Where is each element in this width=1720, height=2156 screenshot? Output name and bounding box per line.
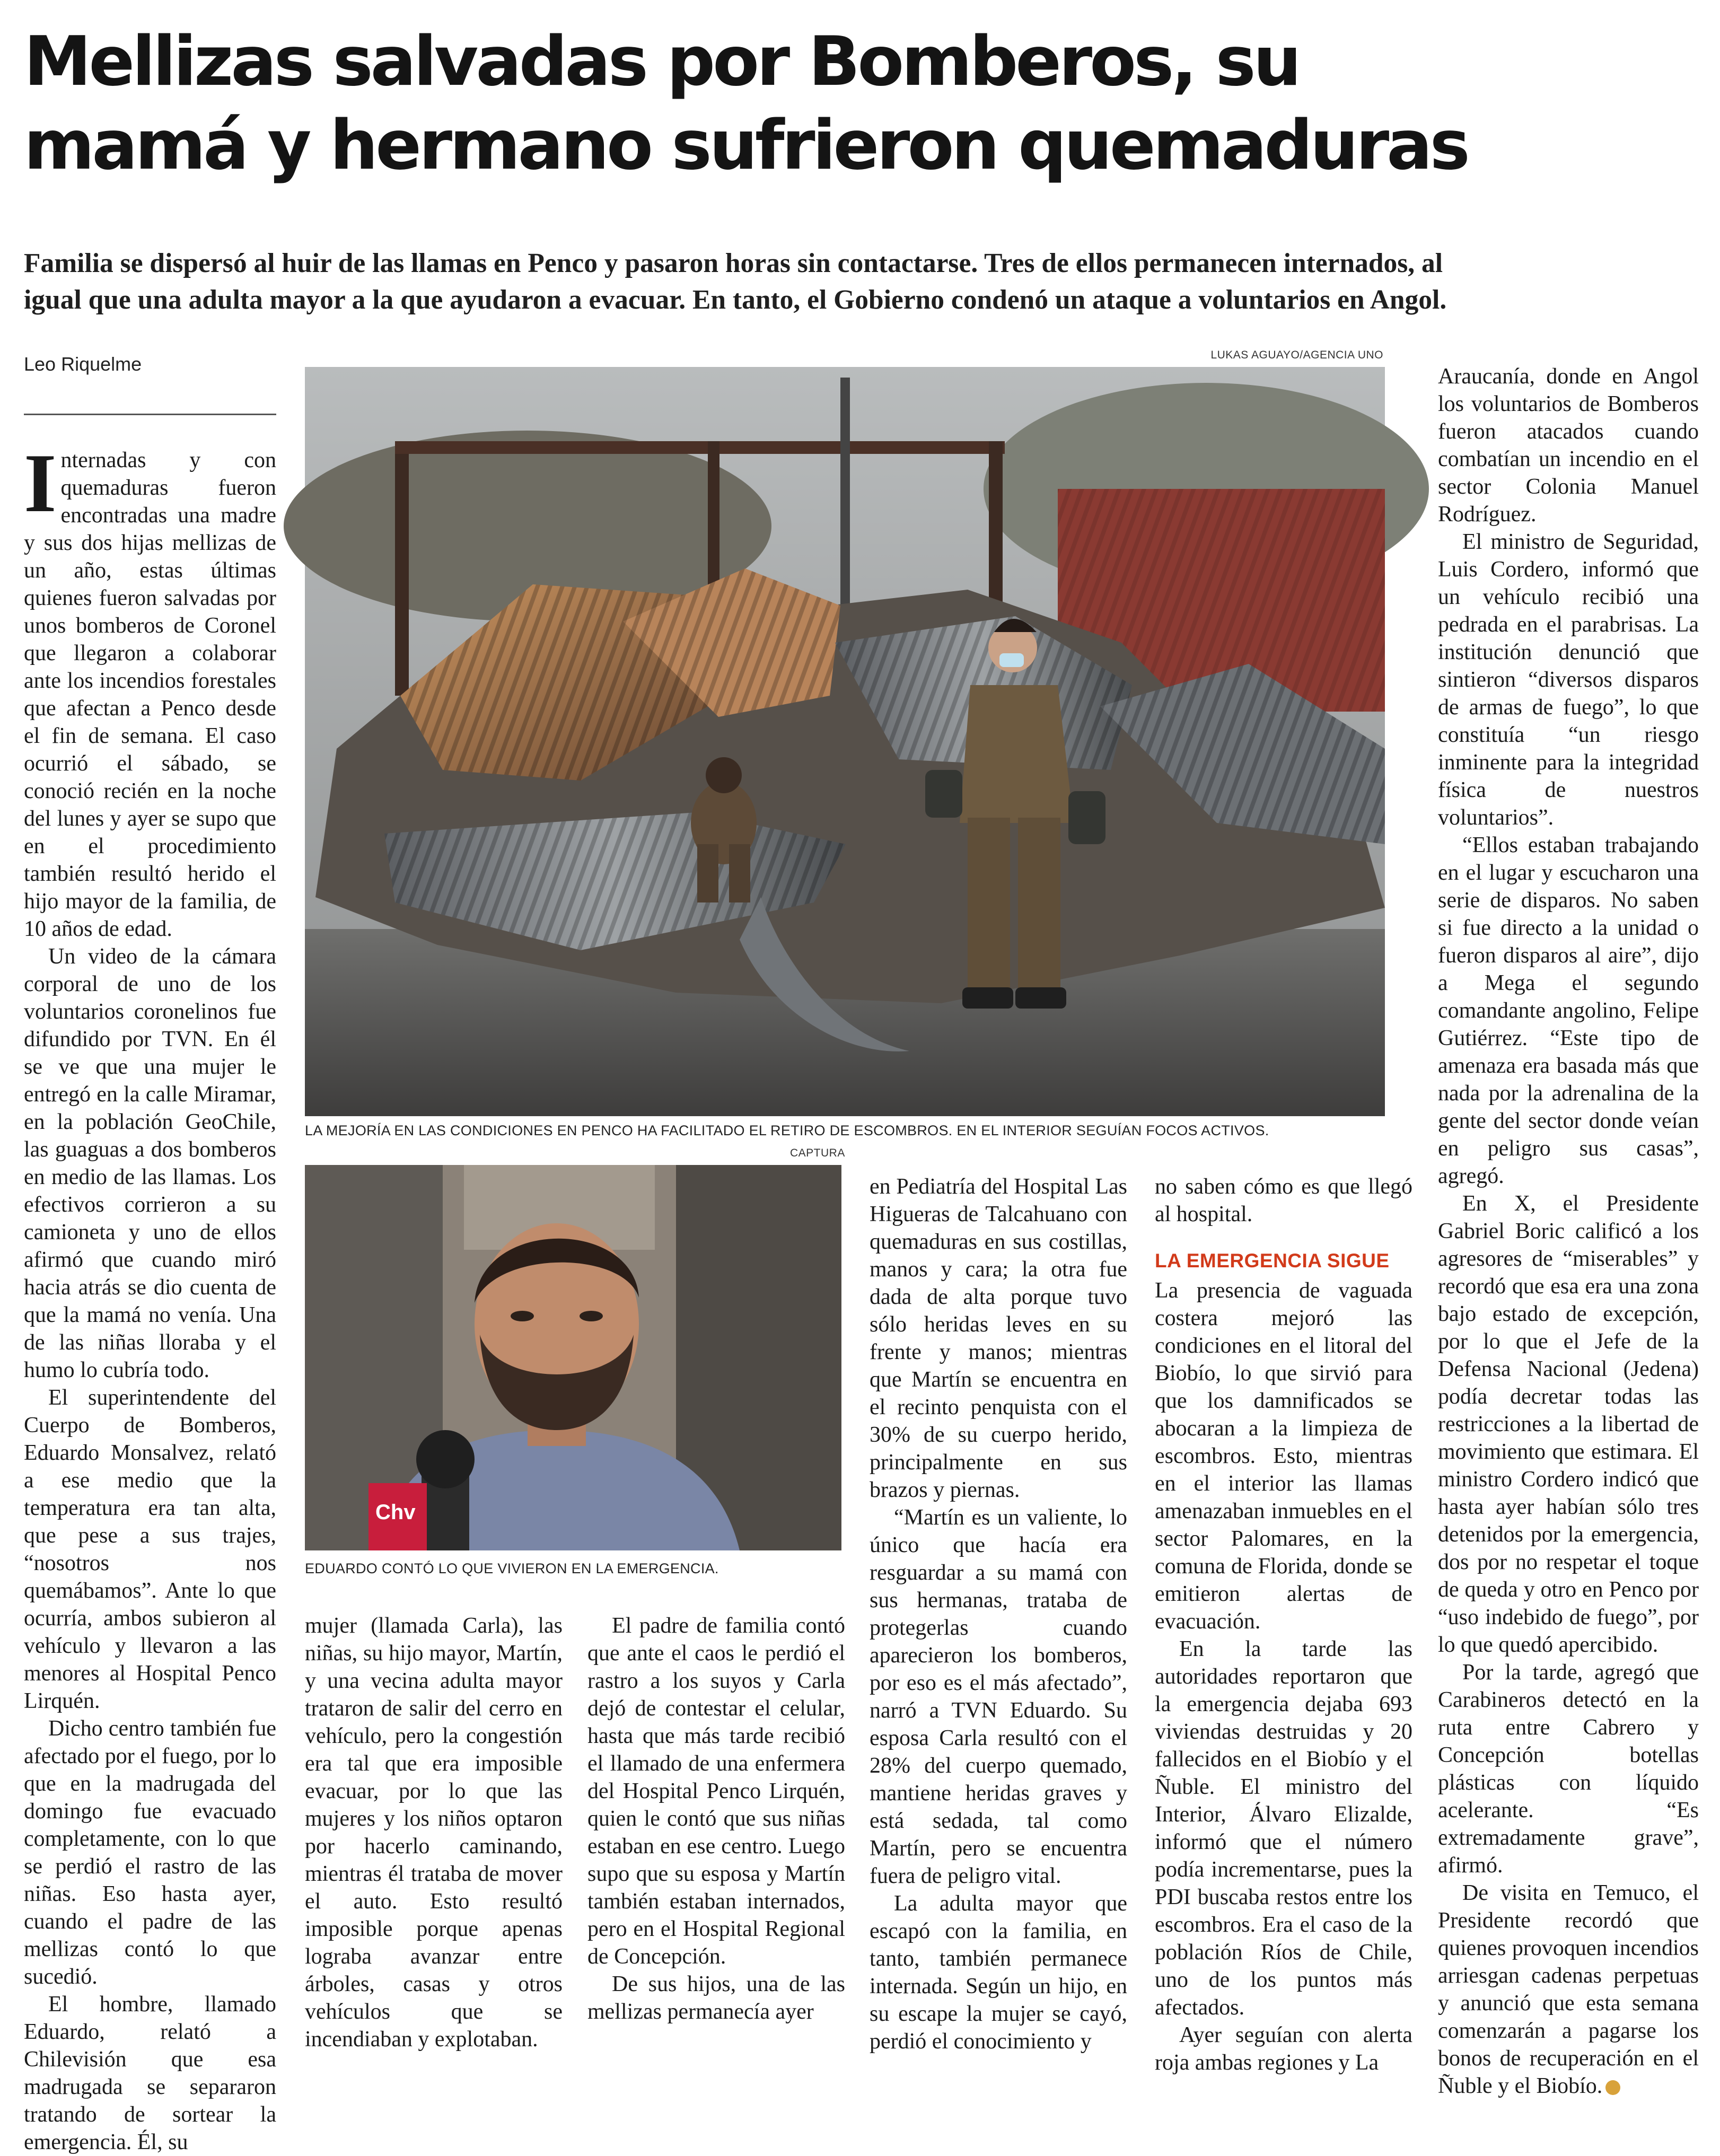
headline-line-1: Mellizas salvadas por Bomberos, su	[24, 22, 1299, 101]
drop-cap: I	[24, 437, 57, 530]
column-1	[24, 437, 276, 2154]
column-3-upper	[870, 1173, 1127, 2054]
photo-second-illustration	[305, 1165, 841, 1550]
column-2	[305, 1612, 563, 2052]
dek-line-2: igual que una adulta mayor a la que ayudaron a evacuar. En tanto, el Gobierno condenó un ataque a voluntarios en Angol.	[24, 285, 1447, 315]
photo-second-caption: EDUARDO CONTÓ LO QUE VIVIERON EN LA EMERGENCIA.	[305, 1561, 719, 1576]
col5-paragraph-4: En X, el Presidente Gabriel Boric calificó a los agresores de “miserables” y recordó que esa era una zona bajo estado de excepción, por lo que el Jefe de la Defensa Nacional (Jedena) podía decretar todas las restricciones a la libertad de movimiento que estimara. El ministro Cordero indicó que hasta ayer habían sólo tres detenidos por la emergencia, dos por no respetar el toque de queda y otro en Penco por “uso indebido de fuego”, por lo que quedó apercibido.	[1438, 1191, 1699, 1657]
col5-paragraph-5: Por la tarde, agregó que Carabineros detectó en la ruta entre Cabrero y Concepción botellas plásticas con líquido acelerante. “Es extremadamente grave”, afirmó.	[1438, 1660, 1699, 1878]
col1-paragraph-5: El hombre, llamado Eduardo, relató a Chilevisión que esa madrugada se separaron tratando de sortear la emergencia. Él, su	[24, 1992, 276, 2154]
section-subhead: LA EMERGENCIA SIGUE	[1155, 1250, 1390, 1272]
col2-paragraph-1: mujer (llamada Carla), las niñas, su hijo mayor, Martín, y una vecina adulta mayor trataron de salir del cerro en vehículo, pero la congestión era tal que era imposible evacuar, por lo que las mujeres y los niños optaron por hacerlo caminando, mientras él trataba de mover el auto. Esto resultó imposible porque apenas lograba avanzar entre árboles, casas y otros vehículos que se incendiaban y explotaban.	[305, 1614, 563, 2052]
end-of-article-icon: ✪	[1605, 2080, 1620, 2095]
col4-paragraph-2: En la tarde las autoridades reportaron que la emergencia dejaba 693 viviendas destruidas y 20 fallecidos en el Biobío y el Ñuble. El ministro del Interior, Álvaro Elizalde, informó que el número podía incrementarse, pues la PDI buscaba restos entre los escombros. Era el caso de la población Ríos de Chile, uno de los puntos más afectados.	[1155, 1637, 1412, 2020]
col4-paragraph-1: La presencia de vaguada costera mejoró las condiciones en el litoral del Biobío, lo que sirvió para que los damnificados se abocaran a la limpieza de escombros. Esto, mientras en el interior las llamas amenazaban inmuebles en el sector Palomares, en la comuna de Florida, donde se emitieron alertas de evacuación.	[1155, 1278, 1412, 1634]
dek-line-1: Familia se dispersó al huir de las llamas en Penco y pasaron horas sin contactarse. Tres de ellos permanecen internados, al	[24, 248, 1443, 278]
photo-main-caption: LA MEJORÍA EN LAS CONDICIONES EN PENCO HA FACILITADO EL RETIRO DE ESCOMBROS. EN EL INTERIOR SEGUÍAN FOCOS ACTIVOS.	[305, 1123, 1269, 1138]
col4-paragraph-0: no saben cómo es que llegó al hospital.	[1155, 1175, 1412, 1226]
column-4	[1155, 1173, 1412, 2075]
byline-divider	[24, 414, 276, 415]
column-3-lower	[587, 1612, 845, 2036]
photo-second	[305, 1165, 841, 1550]
col3top-paragraph-3: La adulta mayor que escapó con la familia, en tanto, también permanece internada. Según un hijo, en su escape la mujer se cayó, perdió el conocimiento y	[870, 1891, 1127, 2054]
mic-flag-label: Chv	[375, 1501, 416, 1524]
col4-paragraph-3: Ayer seguían con alerta roja ambas regiones y La	[1155, 2023, 1412, 2075]
col3top-paragraph-1: en Pediatría del Hospital Las Higueras de Talcahuano con quemaduras en sus costillas, manos y cara; la otra fue dada de alta porque tuvo sólo heridas leves en su frente y manos; mientras que Martín se encuentra en el recinto penquista con el 30% de su cuerpo herido, principalmente en sus brazos y piernas.	[870, 1175, 1127, 1502]
dek	[24, 245, 1699, 318]
photo-second-credit: CAPTURA	[790, 1147, 845, 1159]
col1-paragraph-3: El superintendente del Cuerpo de Bomberos, Eduardo Monsalvez, relató a ese medio que la temperatura era tan alta, que pese a sus trajes, “nosotros nos quemábamos”. Ante lo que ocurría, ambos subieron al vehículo y llevaron a las menores al Hospital Penco Lirquén.	[24, 1386, 276, 1713]
col3-paragraph-2: De sus hijos, una de las mellizas permanecía ayer	[587, 1972, 845, 2024]
col3top-paragraph-2: “Martín es un valiente, lo único que hacía era resguardar a su mamá con sus hermanas, trataba de protegerlas cuando aparecieron los bomberos, por eso es el más afectado”, narró a TVN Eduardo. Su esposa Carla resultó con el 28% del cuerpo quemado, mantiene heridas graves y está sedada, tal como Martín, pero se encuentra fuera de peligro vital.	[870, 1505, 1127, 1888]
photo-main	[305, 367, 1385, 1116]
col1-paragraph-1: Internadas y con quemaduras fueron encontradas una madre y sus dos hijas mellizas de un año, estas últimas quienes fueron salvadas por unos bomberos de Coronel que llegaron a colaborar ante los incendios forestales que afectan a Penco desde el fin de semana. El caso ocurrió el sábado, se conoció recién en la noche del lunes y ayer se supo que en el procedimiento también resultó herido el hijo mayor de la familia, de 10 años de edad.	[24, 437, 276, 941]
headline	[24, 20, 1699, 188]
col5-paragraph-2: El ministro de Seguridad, Luis Cordero, informó que un vehículo recibió una pedrada en el parabrisas. La institución denunció que sintieron “diversos disparos de armas de fuego”, lo que constituía “un riesgo inminente para la integridad física de nuestros voluntarios”.	[1438, 530, 1699, 830]
col1-paragraph-4: Dicho centro también fue afectado por el fuego, por lo que en la madrugada del domingo fue evacuado completamente, con lo que se perdió el rastro de las niñas. Eso hasta ayer, cuando el padre de las mellizas contó lo que sucedió.	[24, 1716, 276, 1989]
col1-paragraph-2: Un video de la cámara corporal de uno de los voluntarios coronelinos fue difundido por TVN. En él se ve que una mujer le entregó en la calle Miramar, en la población GeoChile, las guaguas a dos bomberos en medio de las llamas. Los efectivos corrieron a su camioneta y uno de ellos afirmó que cuando miró hacia atrás se dio cuenta de que la mamá no venía. Una de las niñas lloraba y el humo lo cubría todo.	[24, 944, 276, 1382]
byline: Leo Riquelme	[24, 353, 142, 375]
col3-paragraph-1: El padre de familia contó que ante el caos le perdió el rastro a los suyos y Carla dejó de contestar el celular, hasta que más tarde recibió el llamado de una enfermera del Hospital Penco Lirquén, quien le contó que sus niñas estaban en ese centro. Luego supo que su esposa y Martín también estaban internados, pero en el Hospital Regional de Concepción.	[587, 1614, 845, 1969]
col5-paragraph-1: Araucanía, donde en Angol los voluntarios de Bomberos fueron atacados cuando combatían un incendio en el sector Colonia Manuel Rodríguez.	[1438, 364, 1699, 527]
photo-main-credit: LUKAS AGUAYO/AGENCIA UNO	[1210, 349, 1383, 361]
col5-paragraph-6: De visita en Temuco, el Presidente recordó que quienes provoquen incendios arriesgan cadenas perpetuas y anunció que esta semana comenzarán a pagarse los bonos de recuperación en el Ñuble y el Biobío. ✪	[1438, 1881, 1699, 2098]
col5-paragraph-3: “Ellos estaban trabajando en el lugar y escucharon una serie de disparos. No saben si fue directo a la unidad o fueron disparos al aire”, dijo a Mega el segundo comandante angolino, Felipe Gutiérrez. “Este tipo de amenaza era basada más que nada por la adrenalina de la gente del sector donde veían en peligro sus casas”, agregó.	[1438, 833, 1699, 1188]
photo-main-illustration	[305, 367, 1385, 1116]
column-5	[1438, 363, 1699, 2098]
headline-line-2: mamá y hermano sufrieron quemaduras	[24, 106, 1468, 185]
